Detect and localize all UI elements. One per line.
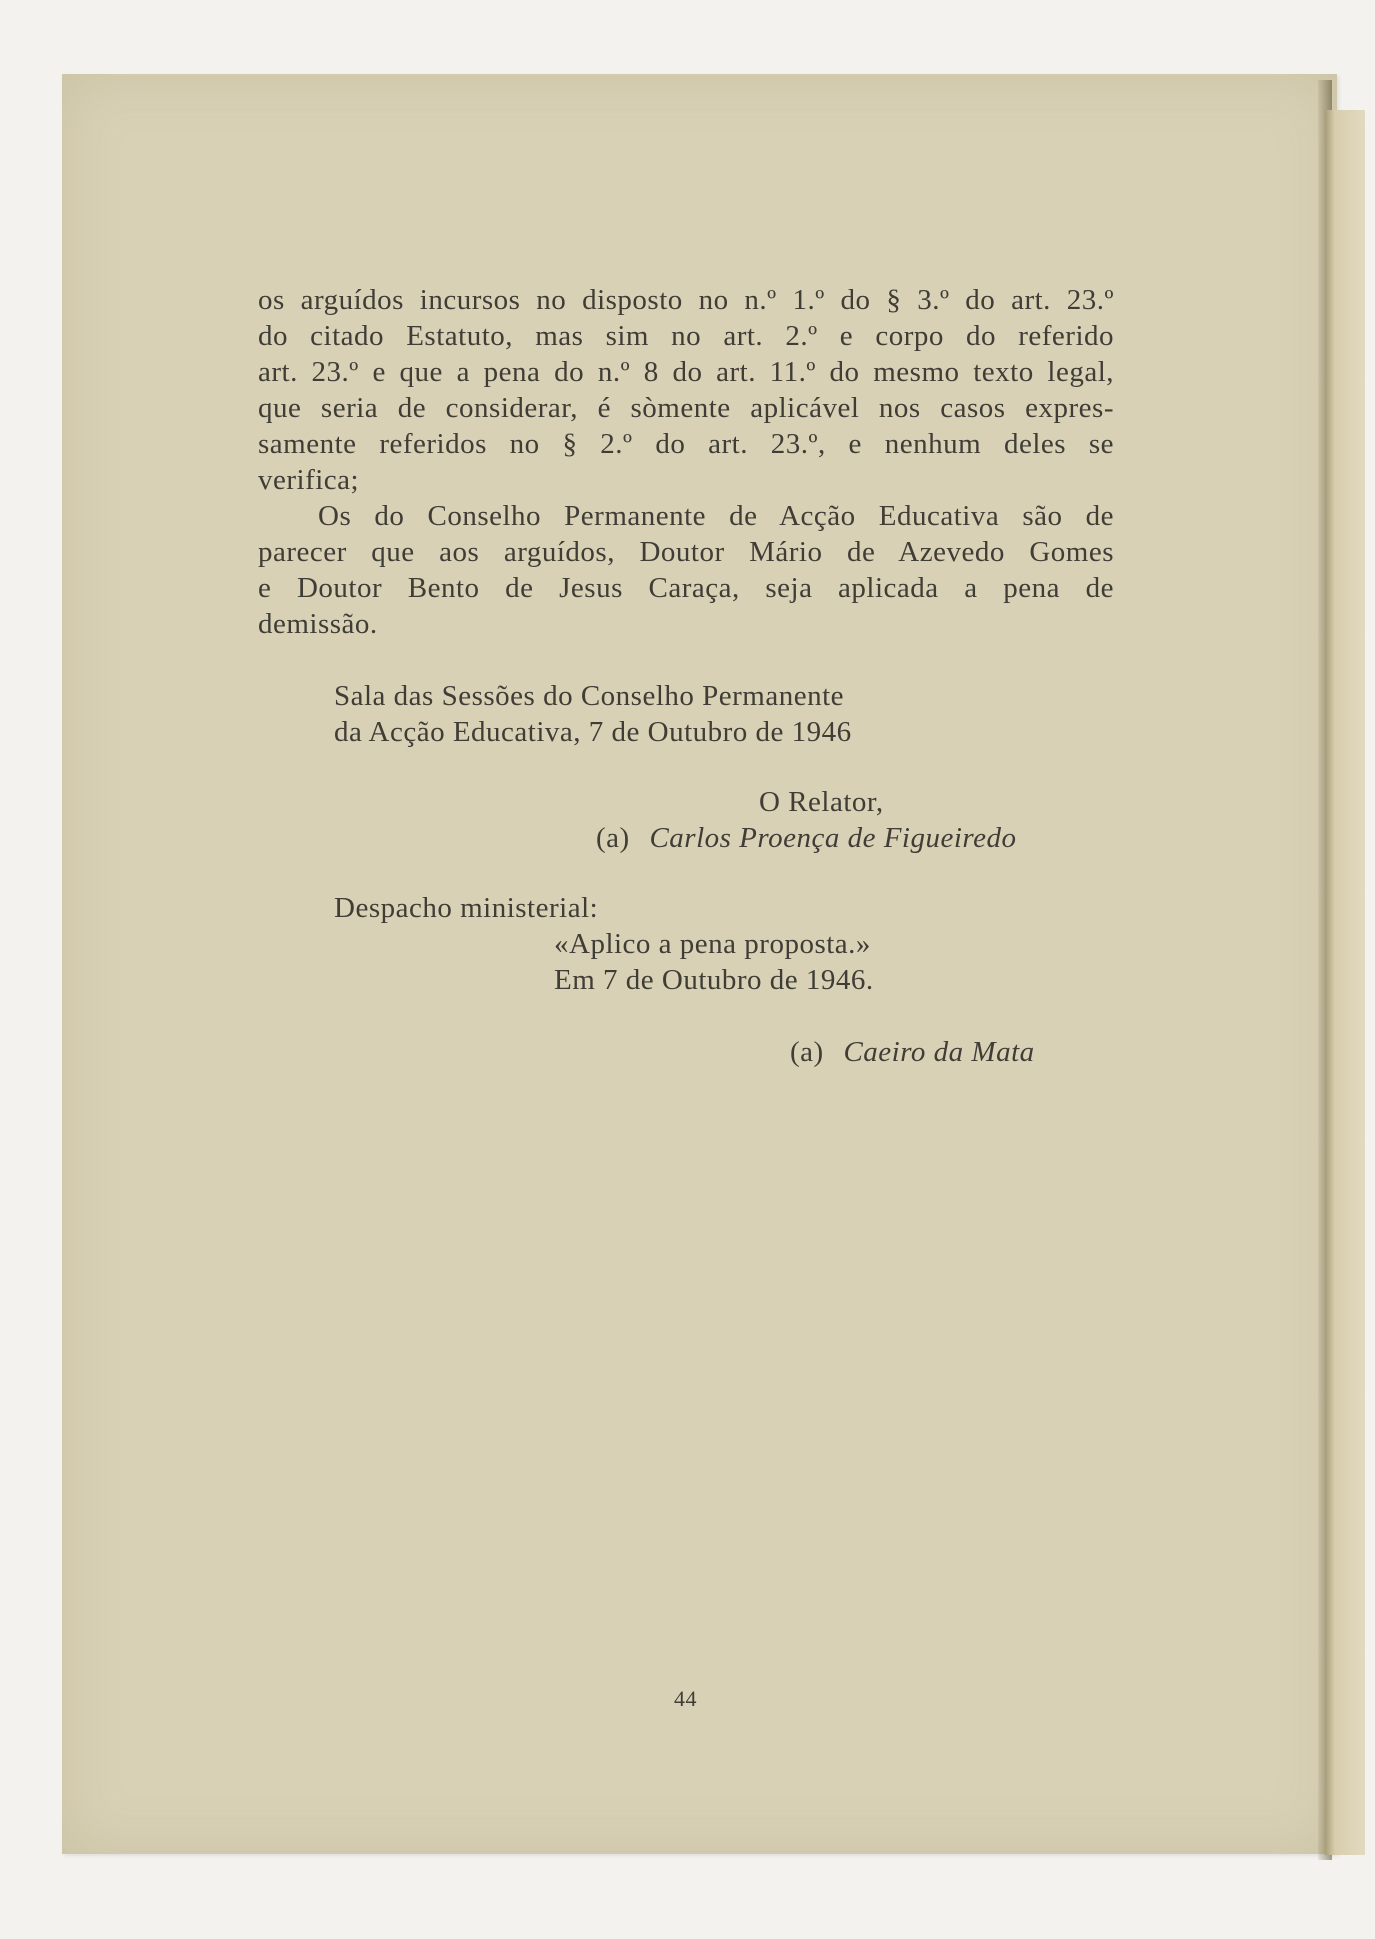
text-line: os arguídos incursos no disposto no n.º 1.º do § 3.º do art. 23.º (258, 284, 1114, 316)
place-line-2: da Acção Educativa, 7 de Outubro de 1946 (334, 716, 852, 748)
text-line: que seria de considerar, é sòmente aplicável nos casos expres- (258, 392, 1114, 424)
despacho-date: Em 7 de Outubro de 1946. (554, 964, 874, 996)
minister-name: Caeiro da Mata (843, 1036, 1035, 1068)
signature-prefix: (a) (790, 1036, 824, 1068)
paragraph-1 (258, 282, 1114, 498)
text-line: art. 23.º e que a pena do n.º 8 do art. 11.º do mesmo texto legal, (258, 356, 1114, 388)
paragraph-2 (258, 498, 1114, 642)
body-text (258, 282, 1114, 642)
page-number: 44 (674, 1686, 697, 1711)
relator-name: Carlos Proença de Figueiredo (649, 822, 1017, 854)
text-line: samente referidos no § 2.º do art. 23.º, e nenhum deles se (258, 428, 1114, 460)
signature-prefix: (a) (596, 822, 630, 854)
despacho-quote: «Aplico a pena proposta.» (554, 928, 871, 960)
despacho-label: Despacho ministerial: (334, 892, 599, 924)
text-line: do citado Estatuto, mas sim no art. 2.º e corpo do referido (258, 320, 1114, 352)
text-line: parecer que aos arguídos, Doutor Mário de Azevedo Gomes (258, 536, 1114, 568)
text-line: Os do Conselho Permanente de Acção Educativa são de (318, 500, 1114, 532)
minister-signature (790, 1034, 1035, 1070)
place-line-1: Sala das Sessões do Conselho Permanente (334, 680, 845, 712)
relator-signature (596, 820, 1016, 856)
text-line: e Doutor Bento de Jesus Caraça, seja aplicada a pena de (258, 572, 1114, 604)
next-page-edge (1325, 110, 1365, 1855)
text-line: verifica; (258, 464, 360, 496)
relator-label: O Relator, (759, 786, 884, 818)
text-line: demissão. (258, 608, 378, 640)
